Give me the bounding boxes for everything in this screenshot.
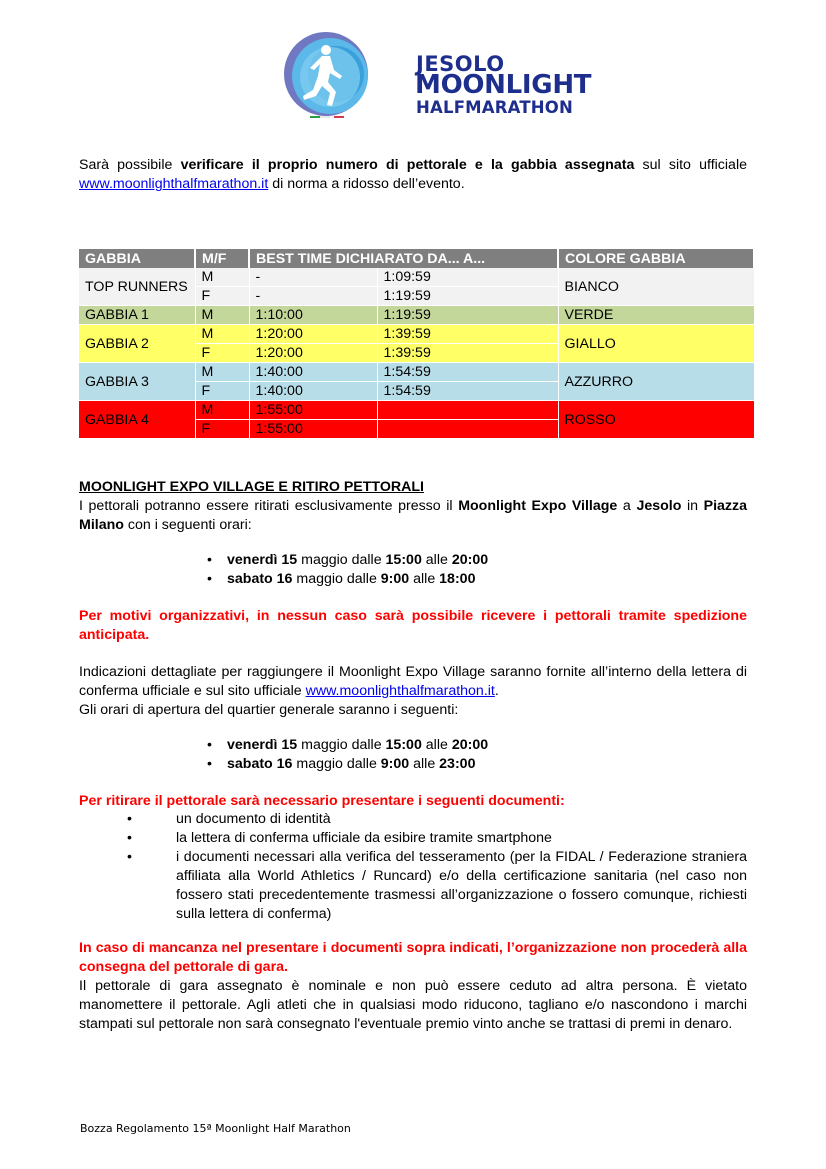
cell-time-from: 1:10:00 [249,306,377,325]
cell-colore: AZZURRO [558,363,754,401]
header-gabbia: GABBIA [79,249,195,268]
hours-text: maggio dalle [292,571,381,587]
document-text: la lettera di conferma ufficiale da esibire tramite smartphone [176,830,552,846]
cell-mf: F [195,287,249,306]
logo-line-moonlight: MOONLIGHT [415,70,592,100]
header-mf: M/F [195,249,249,268]
shipping-warning: Per motivi organizzativi, in nessun caso sarà possibile ricevere i pettorali tramite spedizione anticipata. [79,608,747,643]
cell-time-from: 1:20:00 [249,344,377,363]
documents-list [79,810,747,924]
table-row [79,325,754,344]
directions-paragraph [79,663,747,720]
square-name: Piazza Milano [79,498,748,533]
cell-gabbia: TOP RUNNERS [79,268,195,306]
hours-text: alle [409,571,440,587]
intro-text: di norma a ridosso dell’evento. [268,176,465,192]
cell-time-to [377,420,558,439]
cell-mf: F [195,420,249,439]
cell-mf: F [195,382,249,401]
document-text: un documento di identità [176,811,331,827]
cell-gabbia: GABBIA 1 [79,306,195,325]
paragraph-text: . [494,683,499,699]
cell-gabbia: GABBIA 2 [79,325,195,363]
hours-text: alle [409,756,440,772]
hq-hours-list [205,736,488,774]
hours-text: maggio dalle [297,737,386,753]
hours-from: 9:00 [380,756,410,772]
expo-paragraph [79,497,747,535]
document-item [79,848,747,924]
bullet-icon: • [127,830,132,846]
cell-mf: M [195,363,249,382]
cell-gabbia: GABBIA 3 [79,363,195,401]
hours-day: sabato 16 [227,571,293,587]
hours-day: venerdì 15 [227,737,298,753]
table-row [79,268,754,287]
cell-time-from: 1:55:00 [249,401,377,420]
table-row [79,363,754,382]
hours-from: 9:00 [380,571,410,587]
document-item [79,810,747,829]
hours-to: 23:00 [439,756,476,772]
missing-documents-warning: In caso di mancanza nel presentare i documenti sopra indicati, l’organizzazione non procederà alla consegna del pettorale di gara. [79,940,747,975]
hours-from: 15:00 [385,737,422,753]
table-row [79,306,754,325]
cell-colore: ROSSO [558,401,754,439]
cell-time-from: - [249,268,377,287]
header-colore: COLORE GABBIA [558,249,754,268]
cell-time-from: 1:55:00 [249,420,377,439]
document-item [79,829,747,848]
hours-text: maggio dalle [292,756,381,772]
cell-mf: M [195,268,249,287]
hours-from: 15:00 [385,552,422,568]
paragraph-text: con i seguenti orari: [123,517,252,533]
bullet-icon: • [127,849,132,865]
city-name: Jesolo [636,498,682,514]
table-header-row [79,249,754,268]
website-link[interactable]: www.moonlighthalfmarathon.it [305,683,495,699]
hours-item [205,570,488,589]
hours-day: sabato 16 [227,756,293,772]
intro-bold: verificare il proprio numero di pettorale e la gabbia assegnata [180,157,635,173]
documents-title: Per ritirare il pettorale sarà necessario presentare i seguenti documenti: [79,793,565,809]
hours-text: maggio dalle [297,552,386,568]
intro-text: sul sito ufficiale [634,157,747,173]
header-best-time: BEST TIME DICHIARATO DA... A... [249,249,558,268]
cell-colore: BIANCO [558,268,754,306]
document-text: i documenti necessari alla verifica del tesseramento (per la FIDAL / Federazione straniera affiliata alla World Athletics / Runcard) e/o della certificazione sanitaria (nel caso non fossero stati precedentemente trasmessi all’organizzazione o fossero comunque, richiesti sulla lettera di conferma) [176,849,747,922]
hours-text: alle [421,737,452,753]
cell-time-to: 1:39:59 [377,325,558,344]
hours-item [205,736,488,755]
cell-colore: GIALLO [558,325,754,363]
venue-name: Moonlight Expo Village [458,498,618,514]
cell-mf: M [195,306,249,325]
page-footer: Bozza Regolamento 15ª Moonlight Half Marathon [80,1122,351,1135]
cell-time-from: 1:40:00 [249,382,377,401]
hours-to: 20:00 [451,737,489,753]
cage-table-body [79,268,754,439]
hours-to: 18:00 [439,571,476,587]
bullet-icon: • [127,811,132,827]
cell-time-from: 1:40:00 [249,363,377,382]
cell-time-to: 1:39:59 [377,344,558,363]
cell-time-to: 1:19:59 [377,287,558,306]
paragraph-text: I pettorali potranno essere ritirati esclusivamente presso il [79,498,459,514]
cell-time-to [377,401,558,420]
pickup-hours-list [205,551,488,589]
cell-gabbia: GABBIA 4 [79,401,195,439]
website-link[interactable]: www.moonlighthalfmarathon.it [79,176,269,192]
bib-rules-paragraph: Il pettorale di gara assegnato è nominale e non può essere ceduto ad altra persona. È vietato manomettere il pettorale. Agli atleti che in qualsiasi modo riducono, tagliano e/o nascondono i marchi stampati sul pettorale non sarà consegnato l'eventuale premio vinto anche se trattasi di premi in denaro. [79,978,747,1032]
cell-mf: M [195,325,249,344]
logo-line-jesolo: JESOLO [416,52,505,76]
logo-line-halfmarathon: HALFMARATHON [416,98,574,117]
section-title: MOONLIGHT EXPO VILLAGE E RITIRO PETTORALI [79,479,424,495]
hours-to: 20:00 [451,552,489,568]
cell-colore: VERDE [558,306,754,325]
table-row [79,401,754,420]
intro-paragraph [79,156,747,194]
paragraph-text: in [681,498,704,514]
hours-day: venerdì 15 [227,552,298,568]
cell-time-from: 1:20:00 [249,325,377,344]
runner-moon-icon [282,30,372,120]
intro-text: Sarà possibile [79,157,181,173]
cell-time-to: 1:54:59 [377,382,558,401]
paragraph-text: Gli orari di apertura del quartier generale saranno i seguenti: [79,702,459,718]
hours-item [205,551,488,570]
paragraph-text: Indicazioni dettagliate per raggiungere il Moonlight Expo Village saranno fornite all’interno della lettera di conferma ufficiale e sul sito ufficiale [79,664,747,699]
cage-table [79,249,755,439]
cell-time-to: 1:09:59 [377,268,558,287]
cell-time-to: 1:54:59 [377,363,558,382]
cell-time-to: 1:19:59 [377,306,558,325]
hours-text: alle [421,552,452,568]
hours-item [205,755,488,774]
cell-time-from: - [249,287,377,306]
paragraph-text: a [617,498,637,514]
cell-mf: F [195,344,249,363]
event-logo [282,30,592,120]
cell-mf: M [195,401,249,420]
